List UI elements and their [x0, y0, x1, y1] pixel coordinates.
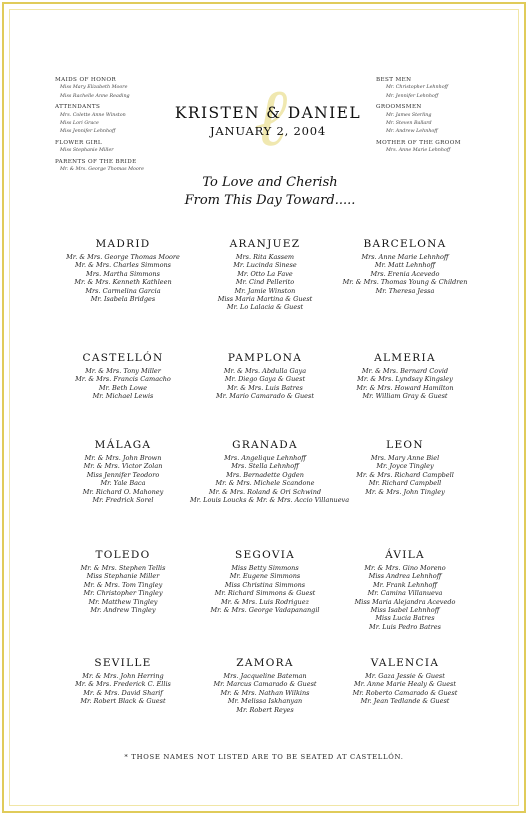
guest-name: Mr. Anne Marie Healy & Guest [353, 680, 457, 689]
guest-name: Mr. & Mrs. Bernard Covid [361, 367, 449, 375]
guest-name: Mr. Richard Campbell [368, 479, 442, 488]
table-name: ARANJUEZ [229, 238, 301, 250]
table-name: ÁVILA [385, 549, 425, 561]
guest-name: Mr. & Mrs. Thomas Young & Children [342, 278, 468, 287]
guest-name: Mr. Otto La Fave [237, 269, 293, 278]
guest-name: Mr. & Mrs. John Herring [82, 672, 164, 680]
left-party-role: FLOWER GIRL [55, 139, 103, 146]
left-party-member-name: Miss Lori Grace [60, 121, 99, 127]
guest-name: Mrs. Anne Marie Lehnhoff [361, 253, 449, 261]
left-party-role: PARENTS OF THE BRIDE [55, 158, 137, 165]
guest-name: Mr. & Mrs. Kenneth Kathleen [74, 278, 172, 287]
left-party-role: MAIDS OF HONOR [55, 77, 117, 83]
table-almeria [330, 352, 480, 401]
left-party-member-name: Miss Stephanie Miller [60, 148, 114, 154]
guest-name: Mr. & Mrs. Victor Zolan [83, 462, 163, 471]
guest-name: Mr. Michael Lewis [92, 392, 154, 401]
table-valencia [330, 657, 480, 706]
table-name: MÁLAGA [94, 439, 152, 451]
guest-name: Miss Lucia Batres [375, 614, 435, 623]
guest-name: Mr. Marcus Camarado & Guest [213, 680, 317, 689]
guest-name: Mr. Matt Lehnhoff [374, 261, 436, 270]
guest-name: Mr. & Mrs. Gino Moreno [364, 564, 446, 572]
guest-name: Mrs. Carmelina Garcia [85, 286, 161, 295]
left-party-member-name: Miss Mary Elizabeth Moore [60, 85, 128, 91]
guest-name: Mr. Theresa Jessa [375, 286, 435, 295]
guest-name: Mr. & Mrs. George Vadapanangil [210, 606, 320, 615]
guest-name: Mrs. Martha Simmons [86, 269, 160, 278]
monogram-watermark: ℓ [254, 71, 288, 164]
right-party-role: GROOMSMEN [376, 104, 422, 111]
guest-name: Mr. & Mrs. Richard Campbell [356, 470, 454, 479]
left-party-member-name: Mrs. Colette Anne Winston [60, 112, 126, 118]
guest-name: Mr. Eugene Simmons [229, 572, 301, 581]
guest-name: Mr. Jean Tedlande & Guest [360, 697, 450, 706]
table-name: GRANADA [232, 439, 298, 451]
guest-name: Mrs. Rita Kassem [235, 253, 295, 261]
guest-name: Mr. Mario Camarado & Guest [216, 392, 314, 401]
guest-name: Mrs. Jacqueline Bateman [223, 672, 307, 680]
guest-name: Mr. & Mrs. Charles Simmons [74, 261, 172, 270]
table-zamora [190, 657, 340, 714]
guest-name: Mr. & Mrs. Tony Miller [85, 367, 161, 375]
guest-name: Mr. William Gray & Guest [362, 392, 448, 401]
table-name: LEON [386, 439, 424, 451]
guest-name: Mr. & Mrs. John Brown [84, 454, 162, 462]
guest-name: Mr. Richard O. Mahoney [82, 487, 164, 496]
guest-name: Miss Jennifer Teodoro [86, 470, 160, 479]
guest-name: Mr. Camina Villanueva [367, 589, 443, 598]
right-party-member-name: Mrs. Anne Marie Lehnhoff [386, 148, 451, 154]
right-wedding-party [376, 76, 486, 156]
guest-name: Miss Betty Simmons [231, 564, 299, 572]
guest-name: Mr. Gaza Jessie & Guest [365, 672, 445, 680]
guest-name: Mr. Matthew Tingley [88, 597, 158, 606]
guest-name: Mr. & Mrs. Howard Hamilton [356, 383, 454, 392]
table-name: BARCELONA [363, 238, 447, 250]
table-name: SEGOVIA [234, 549, 296, 561]
right-party-role: BEST MEN [376, 77, 412, 83]
guest-name: Mr. Melissa Iskhanyan [227, 697, 303, 706]
table-seville [48, 657, 198, 706]
guest-name: Mr. Richard Simmons & Guest [214, 589, 316, 598]
table-name: TOLEDO [95, 549, 151, 561]
guest-name: Miss Andrea Lehnhoff [368, 572, 442, 581]
guest-name: Mrs. Bernadette Ogden [226, 470, 304, 479]
guest-name: Mrs. Erenia Acevedo [370, 269, 440, 278]
table-pamplona [190, 352, 340, 401]
guest-name: Mr. Lucinda Sinese [233, 261, 297, 270]
guest-name: Mr. Roberto Camarado & Guest [352, 688, 458, 697]
table-málaga [48, 439, 198, 504]
guest-name: Mr. Luis Pedro Batres [369, 622, 441, 631]
table-name: SEVILLE [94, 657, 152, 669]
motto-line-1: To Love and Cherish [202, 175, 338, 190]
guest-name: Mr. & Mrs. Stephen Tellis [80, 564, 166, 572]
guest-name: Mr. Isabela Bridges [90, 295, 156, 304]
guest-name: Mr. & Mrs. Roland & Ori Schwind [208, 487, 322, 496]
left-party-role: ATTENDANTS [55, 104, 101, 111]
guest-name: Mr. & Mrs. Michele Scandone [215, 479, 315, 488]
guest-name: Mr. Robert Black & Guest [80, 697, 166, 706]
guest-name: Mr. Robert Reyes [236, 705, 294, 714]
left-wedding-party [55, 76, 165, 174]
table-name: ZAMORA [236, 657, 294, 669]
guest-name: Miss Stephanie Miller [86, 572, 160, 581]
left-party-member-name: Mr. & Mrs. George Thomas Moore [60, 167, 144, 173]
guest-name: Mr. & Mrs. Lyndsay Kingsley [357, 375, 453, 384]
table-segovia [190, 549, 340, 614]
right-party-member-name: Mr. James Sterling [386, 112, 432, 118]
guest-name: Mr. Andrew Tingley [90, 606, 156, 615]
right-party-member-name: Mr. Steven Ballard [386, 121, 432, 127]
left-party-member-name: Miss Jennifer Lehnhoff [60, 129, 116, 135]
guest-name: Mr. Joyce Tingley [376, 462, 434, 471]
guest-name: Mr. & Mrs. Francis Camacho [75, 375, 171, 384]
guest-name: Mr. Cind Pellerito [235, 278, 295, 287]
table-barcelona [330, 238, 480, 295]
left-party-member-name: Miss Rachelle Anne Reading [60, 93, 130, 99]
motto-line-2: From This Day Toward..... [184, 193, 356, 208]
guest-name: Mrs. Stella Lehnhoff [231, 462, 299, 471]
table-toledo [48, 549, 198, 614]
guest-name: Miss Isabel Lehnhoff [370, 606, 440, 615]
right-party-role: MOTHER OF THE GROOM [376, 139, 461, 146]
guest-name: Mr. Diego Gaya & Guest [224, 375, 306, 384]
couple-names: KRISTEN & DANIEL [174, 104, 362, 122]
table-granada [190, 439, 350, 505]
table-ávila [330, 549, 480, 631]
guest-name: Mr. & Mrs. John Tingley [365, 487, 445, 496]
right-party-member-name: Mr. Jennifer Lehnhoff [386, 93, 439, 99]
guest-name: Miss Maria Martina & Guest [217, 295, 313, 304]
table-name: VALENCIA [370, 657, 440, 669]
guest-name: Mr. & Mrs. Luis Batres [227, 383, 303, 392]
guest-name: Mrs. Angelique Lehnhoff [224, 454, 306, 462]
seating-footnote: * THOSE NAMES NOT LISTED ARE TO BE SEATED AT CASTELLÓN. [124, 753, 404, 761]
guest-name: Mr. Frank Lehnhoff [372, 580, 438, 589]
right-party-member-name: Mr. Christopher Lehnhoff [386, 85, 448, 91]
table-leon [330, 439, 480, 496]
table-madrid [48, 238, 198, 303]
guest-name: Mr. Christopher Tingley [83, 589, 163, 598]
guest-name: Mr. & Mrs. Luis Rodriguez [220, 597, 310, 606]
guest-name: Miss Maria Alejandra Acevedo [354, 597, 456, 606]
table-name: MADRID [95, 238, 151, 250]
guest-name: Mr. & Mrs. Tom Tingley [83, 580, 163, 589]
table-name: PAMPLONA [227, 352, 303, 364]
table-name: ALMERIA [374, 352, 436, 364]
guest-name: Mr. Yale Baca [100, 479, 146, 488]
table-castellón [48, 352, 198, 401]
table-aranjuez [190, 238, 340, 312]
guest-name: Mr. Louis Loucks & Mr. & Mrs. Accio Villanueva [190, 496, 350, 505]
guest-name: Mr. & Mrs. Frederick C. Ellis [75, 680, 171, 689]
guest-name: Mr. Beth Lowe [98, 383, 148, 392]
guest-name: Miss Christina Simmons [224, 580, 306, 589]
wedding-date: JANUARY 2, 2004 [209, 124, 327, 138]
guest-name: Mr. Fredrick Sorel [92, 496, 154, 505]
table-name: CASTELLÓN [82, 352, 164, 364]
guest-name: Mr. Lo Lalacia & Guest [226, 303, 304, 312]
right-party-member-name: Mr. Andrew Lehnhoff [386, 129, 438, 135]
guest-name: Mr. & Mrs. Nathan Wilkins [220, 688, 310, 697]
guest-name: Mr. & Mrs. George Thomas Moore [66, 253, 180, 261]
guest-name: Mr. Jamie Winston [234, 286, 296, 295]
guest-name: Mr. & Mrs. David Sharif [83, 688, 163, 697]
guest-name: Mrs. Mary Anne Biel [370, 454, 440, 462]
guest-name: Mr. & Mrs. Abdulla Gaya [223, 367, 307, 375]
